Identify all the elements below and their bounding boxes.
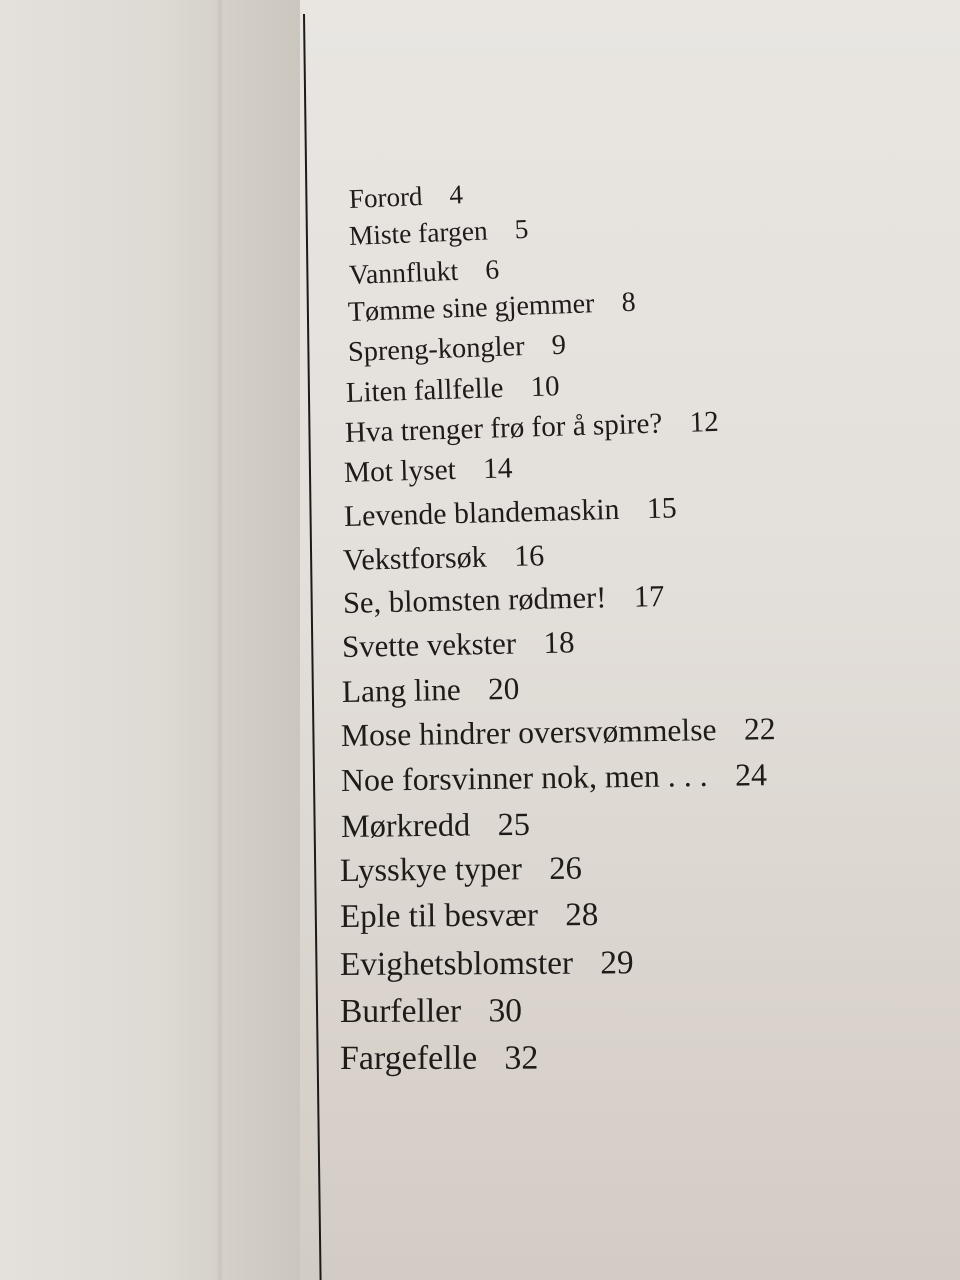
toc-entry-page: 32 bbox=[504, 1039, 539, 1077]
toc-entry-title: Vekstforsøk bbox=[342, 539, 488, 577]
toc-entry bbox=[339, 850, 582, 889]
toc-entry-title: Miste fargen bbox=[348, 215, 489, 251]
toc-entry bbox=[340, 805, 531, 844]
toc-entry bbox=[341, 713, 776, 751]
toc-entry-title: Fargefelle bbox=[339, 1039, 478, 1077]
toc-entry-page: 17 bbox=[633, 578, 665, 614]
toc-entry-title: Vannflukt bbox=[348, 254, 459, 290]
toc-entry-page: 6 bbox=[484, 253, 500, 285]
toc-entry bbox=[341, 624, 575, 664]
toc-entry-title: Lang line bbox=[341, 671, 461, 709]
toc-entry-page: 29 bbox=[600, 944, 634, 982]
toc-entry-title: Forord bbox=[348, 180, 424, 214]
toc-entry-page: 18 bbox=[543, 624, 575, 660]
toc-entry bbox=[339, 896, 599, 935]
toc-entry-page: 10 bbox=[530, 370, 561, 404]
toc-entry-page: 26 bbox=[549, 850, 582, 887]
toc-entry-page: 4 bbox=[448, 179, 464, 210]
toc-entry bbox=[340, 946, 634, 981]
toc-entry bbox=[341, 759, 767, 797]
toc-entry-title: Noe forsvinner nok, men . . . bbox=[340, 757, 708, 798]
toc-entry-page: 22 bbox=[743, 711, 776, 747]
toc-entry bbox=[343, 540, 545, 575]
toc-entry bbox=[341, 670, 520, 709]
toc-entry bbox=[347, 286, 637, 328]
toc-entry-title: Evighetsblomster bbox=[339, 944, 574, 983]
toc-entry-page: 28 bbox=[565, 896, 599, 934]
toc-entry-title: Hva trenger frø for å spire? bbox=[344, 407, 663, 449]
toc-entry-title: Mørkredd bbox=[340, 806, 471, 844]
toc-entry-page: 8 bbox=[621, 286, 637, 319]
toc-entry-page: 24 bbox=[734, 757, 768, 793]
toc-entry bbox=[339, 1039, 539, 1077]
toc-entry-page: 14 bbox=[482, 452, 513, 486]
toc-entry-page: 5 bbox=[514, 213, 529, 245]
toc-entry-page: 30 bbox=[488, 992, 523, 1030]
toc-entry-title: Svette vekster bbox=[341, 625, 517, 664]
toc-entry-title: Levende blandemaskin bbox=[343, 492, 620, 533]
toc-entry bbox=[344, 454, 513, 488]
toc-entry bbox=[348, 181, 463, 213]
toc-entry-title: Eple til besvær bbox=[339, 897, 539, 935]
toc-entry bbox=[340, 994, 522, 1028]
toc-entry-page: 16 bbox=[513, 538, 545, 573]
toc-entry-title: Mose hindrer oversvømmelse bbox=[340, 712, 717, 753]
toc-entry-title: Mot lyset bbox=[343, 453, 457, 489]
toc-entry bbox=[348, 213, 529, 251]
toc-entry-title: Spreng-kongler bbox=[347, 331, 526, 368]
toc-entry-page: 12 bbox=[689, 405, 720, 439]
toc-entry bbox=[344, 493, 677, 531]
toc-entry bbox=[347, 329, 567, 368]
toc-entry-title: Burfeller bbox=[339, 992, 462, 1030]
toc-entry-title: Se, blomsten rødmer! bbox=[342, 580, 607, 620]
toc-entry-page: 9 bbox=[551, 329, 567, 362]
toc-entry-title: Liten fallfelle bbox=[345, 372, 504, 409]
toc-entry-page: 25 bbox=[497, 805, 531, 843]
toc-entry-page: 20 bbox=[487, 670, 520, 707]
toc-entry bbox=[348, 255, 499, 288]
toc-entry-page: 15 bbox=[646, 491, 678, 526]
toc-entry bbox=[344, 405, 720, 449]
toc-entry bbox=[342, 578, 665, 620]
toc-entry-title: Lysskye typer bbox=[339, 851, 523, 889]
toc-entry bbox=[346, 372, 560, 408]
toc-entry-title: Tømme sine gjemmer bbox=[347, 288, 595, 328]
